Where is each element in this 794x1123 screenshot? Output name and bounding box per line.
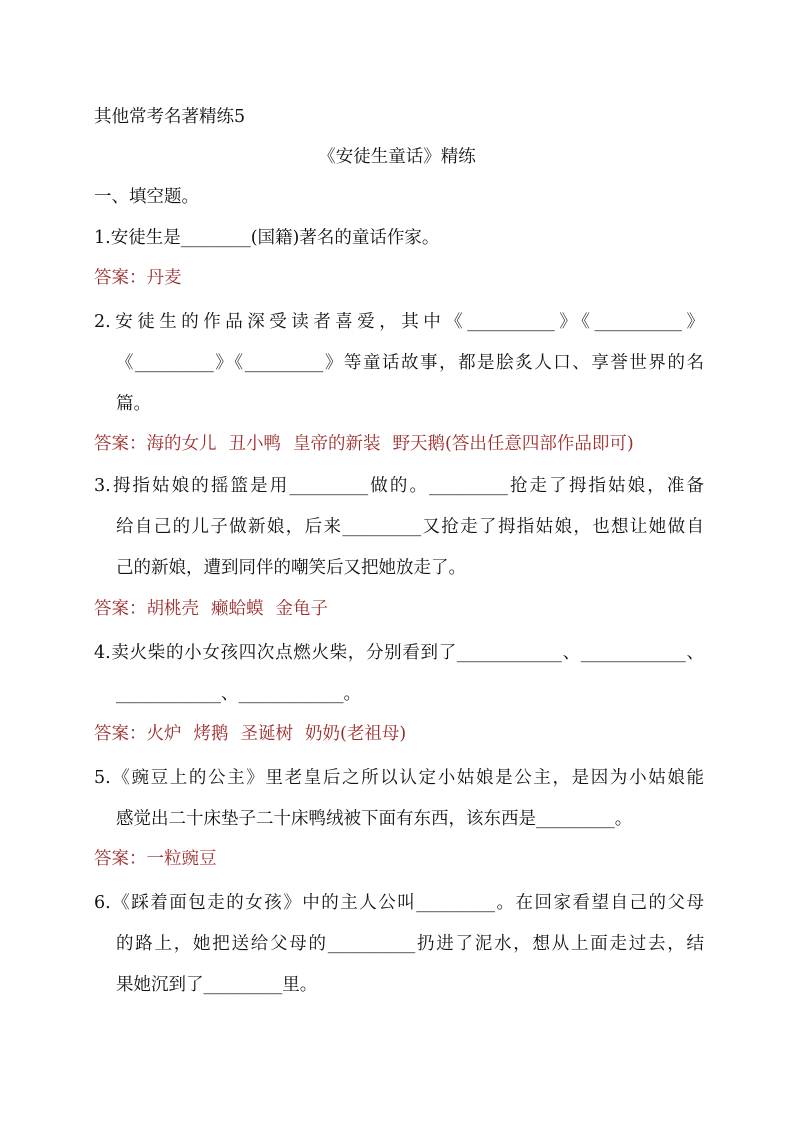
answer-4-item: 答案：火炉 [94,724,182,744]
question-4-line-2: ____________、____________。 [116,684,361,704]
answer-3-item: 答案：胡桃壳 [94,599,199,619]
question-3-line-1: 3.拇指姑娘的摇篮是用_________做的。_________抢走了拇指姑娘，准备 [94,476,704,496]
section-heading: 一、填空题。 [94,187,199,207]
question-2-line-1: 2.安徒生的作品深受读者喜爱，其中《__________》《__________》 [94,312,704,332]
answer-4-item: 圣诞树 [240,724,293,744]
answer-3-item: 金龟子 [275,599,328,619]
answer-3-item: 癞蛤蟆 [211,599,264,619]
answer-4-item: 烤鹅 [193,724,229,744]
answer-4-item: 奶奶(老祖母) [305,724,407,744]
question-5-line-2: 感觉出二十床垫子二十床鸭绒被下面有东西，该东西是_________。 [116,809,633,829]
answer-1: 答案：丹麦 [94,268,182,288]
question-6-line-2: 的路上，她把送给父母的__________扔进了泥水，想从上面走过去，结 [116,934,704,954]
question-6-line-3: 果她沉到了_________里。 [116,975,318,995]
question-6-line-1: 6.《踩着面包走的女孩》中的主人公叫_________。在回家看望自己的父母 [94,893,704,913]
question-3-line-2: 给自己的儿子做新娘，后来_________又抢走了拇指姑娘，也想让她做自 [116,517,704,537]
question-1-line-1: 1.安徒生是________(国籍)著名的童话作家。 [94,228,440,248]
series-title: 其他常考名著精练5 [94,107,246,127]
answer-2-item: 答案：海的女儿 [94,434,217,454]
question-3-line-3: 己的新娘，遭到同伴的嘲笑后又把她放走了。 [116,558,466,578]
question-2-line-2: 《_________》《_________》等童话故事，都是脍炙人口、享誉世界的名 [116,353,704,373]
question-5-line-1: 5.《豌豆上的公主》里老皇后之所以认定小姑娘是公主，是因为小姑娘能 [94,768,704,788]
answer-2 [94,431,704,457]
answer-2-item: 野天鹅(答出任意四部作品即可) [392,434,634,454]
answer-4 [94,721,704,747]
answer-2-item: 丑小鸭 [228,434,281,454]
answer-3 [94,596,704,622]
document-title: 《安徒生童话》精练 [318,147,476,167]
answer-5: 答案：一粒豌豆 [94,849,217,869]
question-2-line-3: 篇。 [116,394,151,414]
answer-2-item: 皇帝的新装 [293,434,381,454]
question-4-line-1: 4.卖火柴的小女孩四次点燃火柴，分别看到了____________、____________、 [94,643,704,663]
